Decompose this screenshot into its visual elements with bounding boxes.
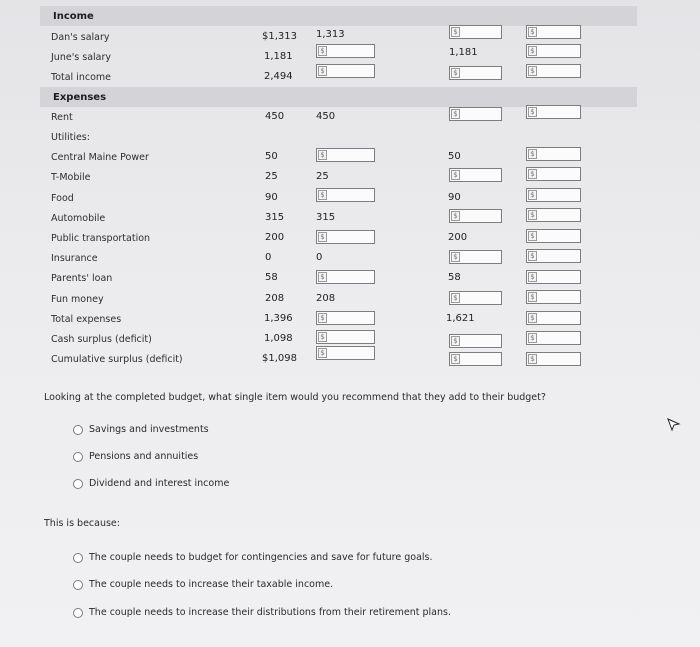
dollar-icon: $ xyxy=(451,68,460,78)
budget-input[interactable] xyxy=(526,290,581,304)
col3-value: 90 xyxy=(448,192,461,203)
budget-input[interactable] xyxy=(526,167,581,181)
dollar-icon: $ xyxy=(451,170,460,180)
budget-input[interactable] xyxy=(316,64,375,78)
budget-input[interactable] xyxy=(316,330,375,344)
budget-input[interactable] xyxy=(526,147,581,161)
radio-button[interactable] xyxy=(73,608,83,618)
budget-input[interactable] xyxy=(316,44,375,58)
budget-input[interactable] xyxy=(526,25,581,39)
budget-input[interactable] xyxy=(449,25,502,39)
dollar-icon: $ xyxy=(318,232,327,242)
row-label-junes-salary: June's salary xyxy=(51,52,112,63)
row-label-t-mobile: T-Mobile xyxy=(51,172,91,183)
option-dividend-interest[interactable] xyxy=(73,478,229,489)
dollar-icon: $ xyxy=(318,66,327,76)
col3-value: 58 xyxy=(448,272,461,283)
dollar-icon: $ xyxy=(318,313,327,323)
dollar-icon: $ xyxy=(318,348,327,358)
budget-input[interactable] xyxy=(526,311,581,325)
option-taxable-income[interactable] xyxy=(73,579,333,590)
col3-value: 1,181 xyxy=(449,47,478,58)
dollar-icon: $ xyxy=(528,354,537,364)
col1-value: 58 xyxy=(265,272,278,283)
row-label-rent: Rent xyxy=(51,112,73,123)
budget-input[interactable] xyxy=(449,168,502,182)
budget-input[interactable] xyxy=(449,107,502,121)
dollar-icon: $ xyxy=(318,272,327,282)
budget-input[interactable] xyxy=(449,291,502,305)
col2-value: 1,313 xyxy=(316,29,345,40)
col2-value: 0 xyxy=(316,252,323,263)
radio-button[interactable] xyxy=(73,479,83,489)
option-label: Pensions and annuities xyxy=(89,451,199,462)
dollar-icon: $ xyxy=(451,109,460,119)
dollar-icon: $ xyxy=(528,149,537,159)
col1-value: 25 xyxy=(265,171,278,182)
row-label-central-maine-power: Central Maine Power xyxy=(51,152,149,163)
dollar-icon: $ xyxy=(451,293,460,303)
option-retirement-distributions[interactable] xyxy=(73,607,451,618)
row-label-automobile: Automobile xyxy=(51,213,106,224)
expenses-header: Expenses xyxy=(53,92,107,103)
budget-input[interactable] xyxy=(526,249,581,263)
dollar-icon: $ xyxy=(528,66,537,76)
row-label-public-transportation: Public transportation xyxy=(51,233,151,244)
col1-value: 50 xyxy=(265,151,278,162)
dollar-icon: $ xyxy=(318,190,327,200)
budget-input[interactable] xyxy=(526,105,581,119)
budget-input[interactable] xyxy=(449,66,502,80)
budget-input[interactable] xyxy=(449,334,502,348)
col3-value: 50 xyxy=(448,151,461,162)
row-label-dans-salary: Dan's salary xyxy=(51,32,110,43)
radio-button[interactable] xyxy=(73,452,83,462)
budget-input[interactable] xyxy=(316,311,375,325)
budget-input[interactable] xyxy=(449,209,502,223)
radio-button[interactable] xyxy=(73,580,83,590)
col3-value: 1,621 xyxy=(446,313,475,324)
budget-input[interactable] xyxy=(526,229,581,243)
income-header: Income xyxy=(53,11,94,22)
row-label-total-income: Total income xyxy=(51,72,112,83)
budget-input[interactable] xyxy=(526,352,581,366)
row-label-cumulative-surplus: Cumulative surplus (deficit) xyxy=(51,354,183,365)
option-label: The couple needs to increase their distributions from their retirement plans. xyxy=(89,607,451,618)
option-label: The couple needs to increase their taxable income. xyxy=(89,579,334,590)
dollar-icon: $ xyxy=(528,107,537,117)
budget-input[interactable] xyxy=(526,64,581,78)
radio-button[interactable] xyxy=(73,553,83,563)
col1-value: 1,181 xyxy=(264,51,293,62)
row-label-fun-money: Fun money xyxy=(51,294,104,305)
row-label-food: Food xyxy=(51,193,74,204)
col1-value: 1,396 xyxy=(264,313,293,324)
income-header-band xyxy=(40,6,637,26)
dollar-icon: $ xyxy=(528,333,537,343)
col1-value: 315 xyxy=(265,212,285,223)
col2-value: 25 xyxy=(316,171,329,182)
dollar-icon: $ xyxy=(451,211,460,221)
col1-value: 90 xyxy=(265,192,278,203)
dollar-icon: $ xyxy=(451,336,460,346)
option-label: Dividend and interest income xyxy=(89,478,230,489)
option-savings-investments[interactable] xyxy=(73,424,209,435)
dollar-icon: $ xyxy=(318,46,327,56)
dollar-icon: $ xyxy=(318,332,327,342)
col1-value: 450 xyxy=(265,111,285,122)
budget-input[interactable] xyxy=(449,352,502,366)
row-label-parents-loan: Parents' loan xyxy=(51,273,113,284)
dollar-icon: $ xyxy=(528,46,537,56)
mouse-cursor-icon xyxy=(667,418,681,432)
expenses-header-band xyxy=(40,87,637,107)
budget-input[interactable] xyxy=(449,250,502,264)
col2-value: 450 xyxy=(316,111,336,122)
budget-input[interactable] xyxy=(316,188,375,202)
col1-value: 2,494 xyxy=(264,71,293,82)
budget-input[interactable] xyxy=(526,331,581,345)
option-pensions-annuities[interactable] xyxy=(73,451,198,462)
row-label-insurance: Insurance xyxy=(51,253,98,264)
row-label-utilities: Utilities: xyxy=(51,132,90,143)
option-label: The couple needs to budget for contingencies and save for future goals. xyxy=(89,552,433,563)
row-label-total-expenses: Total expenses xyxy=(51,314,122,325)
dollar-icon: $ xyxy=(451,354,460,364)
col1-value: 0 xyxy=(265,252,272,263)
budget-input[interactable] xyxy=(316,270,375,284)
dollar-icon: $ xyxy=(528,231,537,241)
budget-input[interactable] xyxy=(316,148,375,162)
budget-input[interactable] xyxy=(526,208,581,222)
col1-value: $1,098 xyxy=(262,353,297,364)
dollar-icon: $ xyxy=(528,27,537,37)
dollar-icon: $ xyxy=(528,190,537,200)
dollar-icon: $ xyxy=(528,292,537,302)
dollar-icon: $ xyxy=(528,210,537,220)
dollar-icon: $ xyxy=(451,252,460,262)
dollar-icon: $ xyxy=(528,272,537,282)
budget-input[interactable] xyxy=(316,230,375,244)
radio-button[interactable] xyxy=(73,425,83,435)
option-label: Savings and investments xyxy=(89,424,209,435)
col1-value: 200 xyxy=(265,232,285,243)
col1-value: 1,098 xyxy=(264,333,293,344)
dollar-icon: $ xyxy=(318,150,327,160)
budget-input[interactable] xyxy=(316,346,375,360)
col1-value: 208 xyxy=(265,293,285,304)
dollar-icon: $ xyxy=(528,169,537,179)
dollar-icon: $ xyxy=(528,251,537,261)
col3-value: 200 xyxy=(448,232,468,243)
because-label: This is because: xyxy=(44,518,120,529)
col1-value: $1,313 xyxy=(262,31,297,42)
budget-input[interactable] xyxy=(526,44,581,58)
row-label-cash-surplus: Cash surplus (deficit) xyxy=(51,334,152,345)
budget-input[interactable] xyxy=(526,188,581,202)
col2-value: 208 xyxy=(316,293,336,304)
dollar-icon: $ xyxy=(451,27,460,37)
question-text: Looking at the completed budget, what single item would you recommend that they add to their budget? xyxy=(44,392,546,403)
dollar-icon: $ xyxy=(528,313,537,323)
col2-value: 315 xyxy=(316,212,336,223)
budget-input[interactable] xyxy=(526,270,581,284)
option-contingencies[interactable] xyxy=(73,552,433,563)
